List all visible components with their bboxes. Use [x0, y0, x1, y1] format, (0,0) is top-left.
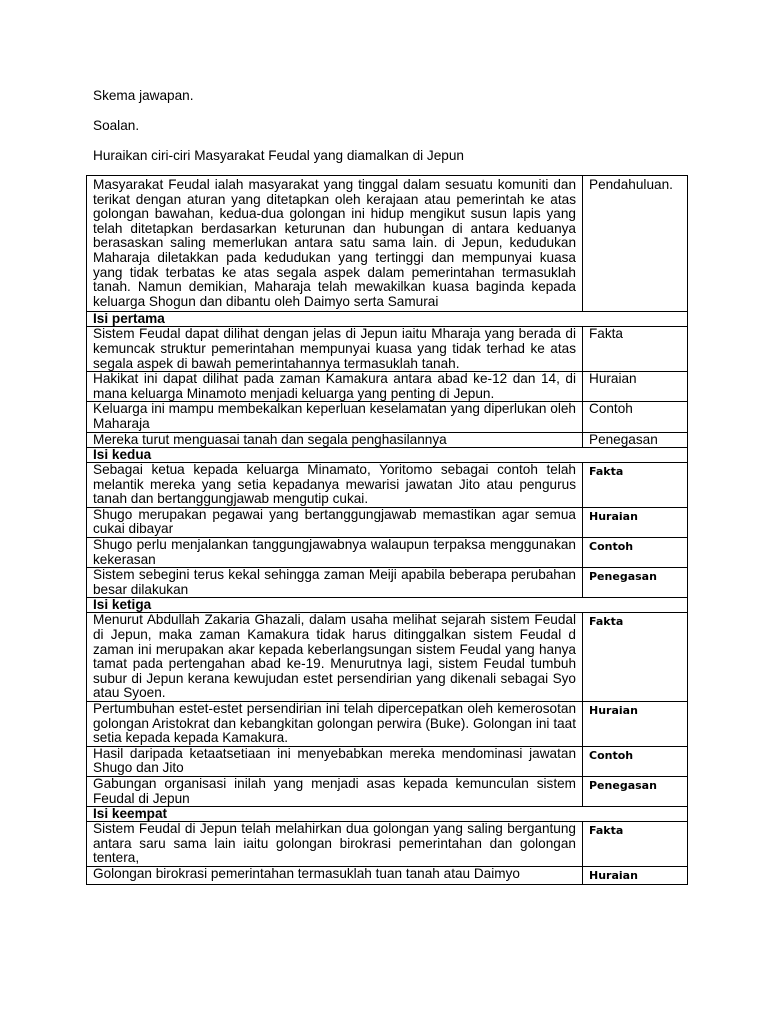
- row-text: Shugo merupakan pegawai yang bertanggungjawab memastikan agar semua cukai dibayar: [87, 507, 583, 537]
- question-label: Soalan.: [93, 118, 140, 133]
- table-row: [87, 432, 688, 448]
- section-heading: Isi kedua: [87, 448, 688, 463]
- row-label: Huraian: [583, 702, 688, 747]
- table-row: [87, 507, 688, 537]
- row-text: Sebagai ketua kepada keluarga Minamato, Yoritomo sebagai contoh telah melantik mereka yang setia kepadanya mewarisi jawatan Jito atau pengurus tanah dan bertanggungjawab mengutip cukai.: [87, 463, 583, 508]
- intro-row: [87, 176, 688, 312]
- section-heading-row: [87, 448, 688, 463]
- row-text: Golongan birokrasi pemerintahan termasuklah tuan tanah atau Daimyo: [87, 866, 583, 884]
- row-text: Gabungan organisasi inilah yang menjadi asas kepada kemunculan sistem Feudal di Jepun: [87, 776, 583, 806]
- row-label: Penegasan: [583, 432, 688, 448]
- table-row: [87, 538, 688, 568]
- question-text: Huraikan ciri-ciri Masyarakat Feudal yang diamalkan di Jepun: [93, 148, 464, 163]
- table-row: [87, 402, 688, 432]
- table-row: [87, 702, 688, 747]
- row-text: Sistem sebegini terus kekal sehingga zaman Meiji apabila beberapa perubahan besar dilakukan: [87, 568, 583, 598]
- section-heading-row: [87, 598, 688, 613]
- row-label: Penegasan: [583, 568, 688, 598]
- table-row: [87, 776, 688, 806]
- row-label: Contoh: [583, 538, 688, 568]
- table-row: [87, 822, 688, 867]
- row-label: Fakta: [583, 822, 688, 867]
- section-heading: Isi keempat: [87, 807, 688, 822]
- intro-text: Masyarakat Feudal ialah masyarakat yang tinggal dalam sesuatu komuniti dan terikat dengan aturan yang ditetapkan oleh kerajaan atau pemerintah ke atas golongan bawahan, kedua-dua golongan ini hidup mengikut susun lapis yang telah ditetapkan berdasarkan keturunan dan hubungan di antara keduanya berasaskan saling memerlukan antara satu sama lain. di Jepun, kedudukan Maharaja diletakkan pada kedudukan yang tertinggi dan mempunyai kuasa yang tidak terbatas ke atas segala aspek dalam pemerintahan termasuklah tanah. Namun demikian, Maharaja telah mewakilkan kuasa baginda kepada keluarga Shogun dan dibantu oleh Daimyo serta Samurai: [87, 176, 583, 312]
- table-row: [87, 613, 688, 702]
- table-row: [87, 372, 688, 402]
- section-heading-row: [87, 807, 688, 822]
- section-heading-row: [87, 312, 688, 327]
- row-label: Huraian: [583, 866, 688, 884]
- row-label: Penegasan: [583, 776, 688, 806]
- row-label: Fakta: [583, 327, 688, 372]
- row-text: Menurut Abdullah Zakaria Ghazali, dalam usaha melihat sejarah sistem Feudal di Jepun, maka zaman Kamakura tidak harus ditinggalkan sistem Feudal d zaman ini merupakan akar kepada keberlangsungan sistem Feudal yang hanya tamat pada pertengahan abad ke-19. Menurutnya lagi, sistem Feudal tumbuh subur di Jepun kerana kewujudan estet persendirian yang dikenali sebagai Syo atau Syoen.: [87, 613, 583, 702]
- row-label: Fakta: [583, 613, 688, 702]
- table-row: [87, 746, 688, 776]
- row-text: Sistem Feudal di Jepun telah melahirkan dua golongan yang saling bergantung antara saru sama lain iaitu golongan birokrasi pemerintahan dan golongan tentera,: [87, 822, 583, 867]
- row-label: Contoh: [583, 402, 688, 432]
- row-label: Contoh: [583, 746, 688, 776]
- row-text: Keluarga ini mampu membekalkan keperluan keselamatan yang diperlukan oleh Maharaja: [87, 402, 583, 432]
- row-text: Sistem Feudal dapat dilihat dengan jelas di Jepun iaitu Mharaja yang berada di kemuncak struktur pemerintahan mempunyai kuasa yang tidak terhad ke atas segala aspek di bawah pemerintahannya termasuklah tanah.: [87, 327, 583, 372]
- row-text: Hakikat ini dapat dilihat pada zaman Kamakura antara abad ke-12 dan 14, di mana keluarga Minamoto menjadi keluarga yang penting di Jepun.: [87, 372, 583, 402]
- answer-scheme-table: [86, 175, 688, 885]
- table-row: [87, 327, 688, 372]
- row-text: Pertumbuhan estet-estet persendirian ini telah dipercepatkan oleh kemerosotan golongan Aristokrat dan kebangkitan golongan perwira (Buke). Golongan ini taat setia kepada kepada Kamakura.: [87, 702, 583, 747]
- intro-label: Pendahuluan.: [583, 176, 688, 312]
- row-label: Fakta: [583, 463, 688, 508]
- row-label: Huraian: [583, 507, 688, 537]
- row-label: Huraian: [583, 372, 688, 402]
- row-text: Shugo perlu menjalankan tanggungjawabnya walaupun terpaksa menggunakan kekerasan: [87, 538, 583, 568]
- table-row: [87, 463, 688, 508]
- schema-title: Skema jawapan.: [93, 88, 194, 103]
- row-text: Mereka turut menguasai tanah dan segala penghasilannya: [87, 432, 583, 448]
- table-row: [87, 568, 688, 598]
- table-row: [87, 866, 688, 884]
- section-heading: Isi ketiga: [87, 598, 688, 613]
- section-heading: Isi pertama: [87, 312, 688, 327]
- row-text: Hasil daripada ketaatsetiaan ini menyebabkan mereka mendominasi jawatan Shugo dan Jito: [87, 746, 583, 776]
